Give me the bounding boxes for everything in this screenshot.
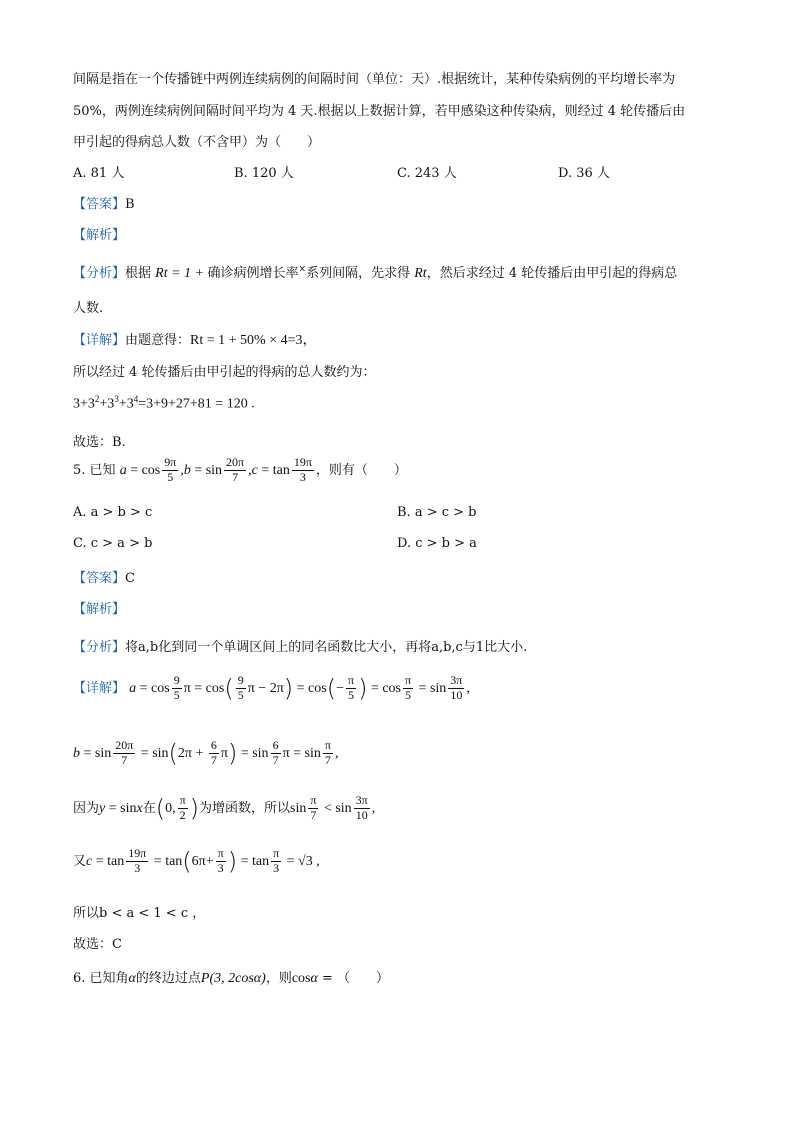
q4-option-d: D. 36 人	[558, 166, 610, 181]
fenxi-text: 确诊病例增长率	[207, 266, 299, 281]
q5-fenxi-line	[73, 636, 527, 655]
xiangjie-formula: Rt = 1 + 50% × 4=3，	[190, 333, 317, 348]
q5-xiangjie-line4: 又c = tan $\frac{19\pi}{3}$ = tan(6π+ $\frac{\pi}{3}$ ) = tan $\frac{\pi}{3}$ = √3 ,	[73, 846, 320, 876]
q5-option-c: C. c > a > b	[73, 536, 153, 551]
q6-stem-mid2: ，则	[265, 971, 292, 986]
q4-so-line: 所以经过 4 轮传播后由甲引起的得病的总人数约为：	[73, 365, 376, 380]
q6-stem-end: = （ ）	[317, 971, 390, 986]
q4-option-a: A. 81 人	[73, 166, 125, 181]
q4-option-b: B. 120 人	[234, 166, 294, 181]
fenxi-tag: 【分析】	[73, 640, 126, 655]
q5-analysis-tag: 【解析】	[73, 602, 126, 617]
q6-stem-mid: 的终边过点	[135, 971, 201, 986]
q4-fenxi-line2: 人数.	[73, 301, 104, 316]
q5-option-d: D. c > b > a	[397, 536, 477, 551]
q6-stem: 6. 已知角α的终边过点P(3, 2cosα)，则cosα = （ ）	[73, 971, 390, 986]
q4-answer-row	[73, 193, 135, 212]
answer-tag: 【答案】	[73, 571, 126, 586]
fenxi-text: ，然后求经过 4 轮传播后由甲引起的得病总	[426, 266, 678, 281]
fenxi-text: 系列间隔，先求得	[306, 266, 411, 281]
q6-point: P(3, 2cosα)	[200, 971, 266, 986]
q5-stem: 5. 已知 a = cos $\frac{9\pi}{5}$ ,b = sin $\frac{20\pi}{7}$ ,c = tan $\frac{19\pi}{3}$ ，则有（ ）	[73, 455, 407, 484]
q5-option-a: A. a > b > c	[73, 505, 153, 520]
answer-value: C	[125, 571, 135, 586]
sum-result: =3+9+27+81 = 120 .	[138, 396, 255, 412]
q5-answer-row	[73, 567, 135, 586]
fenxi-text: 根据	[125, 266, 152, 281]
q4-choose: 故选：B.	[73, 435, 126, 450]
q5-xiangjie-line3: 因为y = sinx在(0, $\frac{\pi}{2}$ )为增函数，所以sin $\frac{\pi}{7}$ < sin $\frac{3\pi}{10}$ ,	[73, 793, 376, 823]
q6-stem-prefix: 6. 已知角	[73, 971, 129, 986]
q4-analysis-tag: 【解析】	[73, 228, 126, 243]
answer-value: B	[125, 197, 135, 212]
q4-stem-line2: 50%，两例连续病例间隔时间平均为 4 天.根据以上数据计算，若甲感染这种传染病，则经过 4 轮传播后由	[73, 104, 686, 119]
answer-tag: 【答案】	[73, 197, 126, 212]
increase-text: 为增函数，所以	[199, 800, 291, 816]
because-text: 因为	[73, 800, 100, 816]
fenxi-tag: 【分析】	[73, 266, 126, 281]
xiangjie-tag: 【详解】	[73, 333, 126, 348]
q5-stem-suffix: ，则有（ ）	[315, 462, 407, 478]
q5-stem-prefix: 5. 已知	[73, 462, 116, 478]
q4-stem-line1: 间隔是指在一个传播链中两例连续病例的间隔时间（单位：天）.根据统计，某种传染病例的平均增长率为	[73, 72, 676, 87]
times-sign: ×	[298, 264, 307, 275]
fenxi-formula: Rt = 1 +	[155, 266, 208, 281]
q4-sum-line: $3+3^2+3^3+3^4=3+9+27+81 = 120$ .	[73, 394, 255, 412]
rt-symbol: Rt	[414, 266, 427, 281]
q5-xiangjie-line2: b = sin $\frac{20\pi}{7}$ = sin(2π + $\frac{6}{7}$ π) = sin $\frac{6}{7}$ π = sin $\frac{\pi}{7}$ ,	[73, 738, 339, 768]
xiangjie-tag: 【详解】	[73, 680, 126, 696]
q5-choose: 故选：C	[73, 937, 122, 952]
xiangjie-text: 由题意得：	[125, 333, 191, 348]
q5-so-line: 所以b < a < 1 < c ，	[73, 906, 206, 921]
q5-option-b: B. a > c > b	[397, 505, 477, 520]
fenxi-text: 将a,b化到同一个单调区间上的同名函数比大小，再将a,b,c与1比大小.	[125, 640, 528, 655]
also-text: 又	[73, 853, 87, 869]
q4-fenxi-line1	[73, 262, 677, 282]
q4-xiangjie-line	[73, 329, 317, 349]
q4-option-c: C. 243 人	[397, 166, 457, 181]
q5-xiangjie-line1: 【详解】 a = cos $\frac{9}{5}$ π = cos( $\frac{9}{5}$ π − 2π) = cos(− $\frac{\pi}{5}$ ) = cos $\frac{\pi}{5}$ = sin $\frac{3\pi}{10}$ ,	[73, 673, 470, 703]
q4-stem-line3: 甲引起的得病总人数（不含甲）为（ ）	[73, 135, 321, 150]
